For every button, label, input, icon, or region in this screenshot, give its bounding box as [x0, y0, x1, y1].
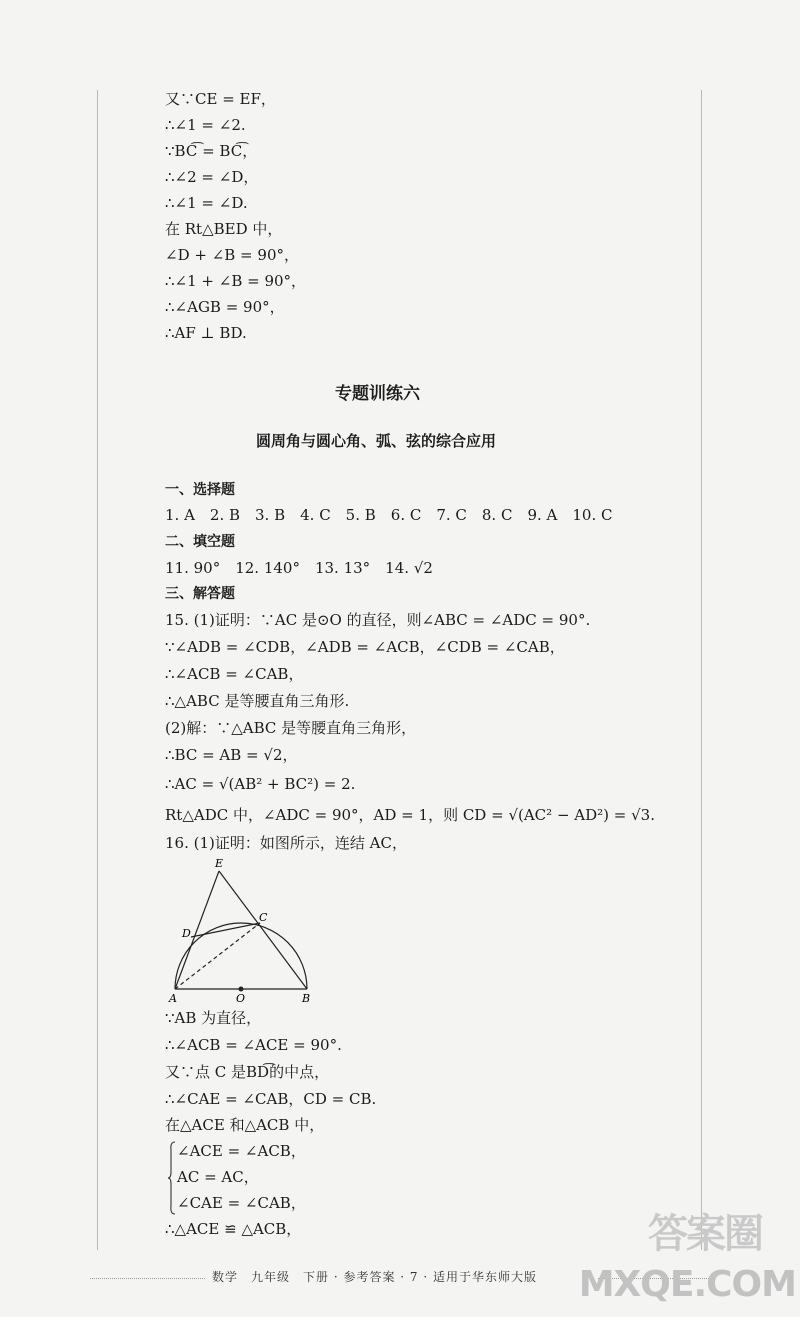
label-e: E — [215, 857, 224, 870]
proof-line: ∴∠1 = ∠D. — [165, 194, 248, 212]
page-subtitle: 圆周角与圆心角、弧、弦的综合应用 — [256, 432, 497, 450]
q16-line: 又∵点 C 是BD͡的中点， — [165, 1063, 330, 1081]
page-title: 专题训练六 — [335, 384, 420, 404]
right-margin-line — [701, 90, 702, 1250]
segment-be — [219, 871, 307, 989]
watermark — [578, 1202, 800, 1317]
section-choice-heading: 一、选择题 — [165, 482, 235, 498]
proof-line: ∠D + ∠B = 90°， — [165, 246, 299, 264]
q16-line: ∴∠CAE = ∠CAB，CD = CB. — [165, 1090, 377, 1108]
label-b: B — [302, 992, 311, 1005]
q15-line: ∴∠ACB = ∠CAB， — [165, 665, 304, 683]
section-answer-heading: 三、解答题 — [165, 586, 235, 602]
proof-line: ∴∠1 = ∠2. — [165, 116, 246, 134]
proof-line: ∴∠1 + ∠B = 90°， — [165, 272, 307, 290]
label-d: D — [182, 927, 191, 940]
proof-line: ∴∠2 = ∠D， — [165, 168, 259, 186]
proof-line: 在 Rt△BED 中， — [165, 220, 283, 238]
q15-line: Rt△ADC 中，∠ADC = 90°，AD = 1，则 CD = √(AC² − AD²) = √3. — [165, 806, 655, 824]
q16-line: ∵AB 为直径， — [165, 1009, 262, 1027]
proof-line: ∵BC͡ = BC͡， — [165, 142, 258, 160]
proof-line: ∴AF ⊥ BD. — [165, 324, 247, 342]
fill-answers: 11. 90° 12. 140° 13. 13° 14. √2 — [165, 559, 433, 577]
q16-line: ∴∠ACB = ∠ACE = 90°. — [165, 1036, 342, 1054]
section-fill-heading: 二、填空题 — [165, 534, 235, 550]
watermark-logo-text: 答案圈 — [648, 1211, 762, 1257]
proof-line: ∴∠AGB = 90°， — [165, 298, 285, 316]
q16-intro: 16. (1)证明：如图所示，连结 AC， — [165, 834, 407, 852]
q16-line: ∠CAE = ∠CAB， — [177, 1194, 306, 1212]
semicircle-arc — [175, 923, 307, 989]
q15-line: ∴△ABC 是等腰直角三角形. — [165, 692, 350, 710]
choice-answers: 1. A 2. B 3. B 4. C 5. B 6. C 7. C 8. C 9. A 10. C — [165, 506, 613, 524]
q16-line: ∠ACE = ∠ACB， — [177, 1142, 306, 1160]
q16-line: ∴△ACE ≌ △ACB， — [165, 1220, 302, 1238]
footer-rule-left — [90, 1278, 205, 1279]
q15-line: 15. (1)证明：∵AC 是⊙O 的直径，则∠ABC = ∠ADC = 90°. — [165, 611, 591, 629]
geometry-figure — [165, 855, 320, 1005]
label-a: A — [169, 992, 177, 1005]
page-footer: 数学 九年级 下册 · 参考答案 · 7 · 适用于华东师大版 — [212, 1270, 537, 1284]
center-point-o — [239, 987, 244, 992]
label-c: C — [259, 911, 268, 924]
q15-line: ∵∠ADB = ∠CDB，∠ADB = ∠ACB，∠CDB = ∠CAB， — [165, 638, 565, 656]
q16-line: AC = AC， — [177, 1168, 259, 1186]
label-o: O — [236, 992, 246, 1005]
q15-line: ∴AC = √(AB² + BC²) = 2. — [165, 775, 356, 793]
system-brace — [167, 1140, 177, 1216]
watermark-url: MXQE.COM — [578, 1264, 796, 1305]
left-margin-line — [97, 90, 98, 1250]
q15-line: ∴BC = AB = √2， — [165, 746, 298, 764]
q16-line: 在△ACE 和△ACB 中， — [165, 1116, 325, 1134]
q15-line: (2)解：∵△ABC 是等腰直角三角形， — [165, 719, 417, 737]
proof-line: 又∵CE = EF， — [165, 90, 276, 108]
